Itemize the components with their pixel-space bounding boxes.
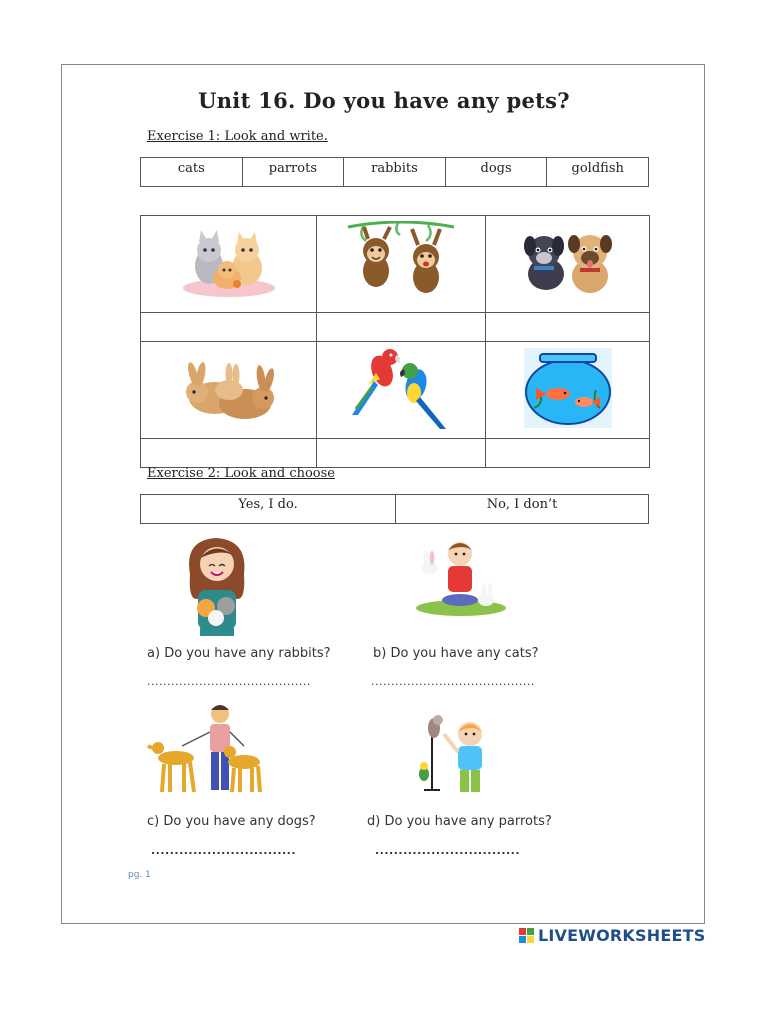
- answer-cell-1[interactable]: [141, 313, 317, 342]
- answer-cell-6[interactable]: [486, 439, 650, 468]
- page-title: Unit 16. Do you have any pets?: [198, 88, 570, 113]
- word-rabbits: rabbits: [344, 158, 446, 187]
- cats-picture: [179, 222, 279, 302]
- parrots-picture: [346, 345, 456, 431]
- word-bank: [140, 157, 649, 187]
- man-with-dogs-picture: [148, 702, 262, 796]
- boy-with-rabbits-picture: [414, 538, 508, 618]
- dogs-picture: [518, 222, 618, 302]
- answer-cell-3[interactable]: [486, 313, 650, 342]
- picture-cell-dogs: [486, 216, 650, 313]
- exercise1-label: Exercise 1: Look and write.: [147, 129, 328, 144]
- option-yes[interactable]: Yes, I do.: [140, 494, 396, 524]
- question-b: b) Do you have any cats?: [373, 646, 539, 661]
- word-cats: cats: [141, 158, 243, 187]
- goldfish-picture: [520, 348, 616, 428]
- brand-name: LIVEWORKSHEETS: [538, 926, 706, 945]
- exercise2-label: Exercise 2: Look and choose: [147, 466, 335, 481]
- answer-line-a[interactable]: .........................................: [147, 675, 311, 688]
- liveworksheets-logo-icon: [519, 928, 535, 944]
- answer-line-c[interactable]: ...............................: [151, 844, 297, 857]
- boy-with-parrots-picture: [412, 712, 492, 796]
- picture-cell-cats: [141, 216, 317, 313]
- word-parrots: parrots: [242, 158, 344, 187]
- answer-line-b[interactable]: .........................................: [371, 675, 535, 688]
- monkeys-picture: [346, 221, 456, 303]
- picture-cell-rabbits: [141, 342, 317, 439]
- answer-cell-5[interactable]: [317, 439, 486, 468]
- picture-cell-parrots: [317, 342, 486, 439]
- question-c: c) Do you have any dogs?: [147, 814, 316, 829]
- girl-with-cats-picture: [182, 534, 252, 638]
- picture-cell-monkeys: [317, 216, 486, 313]
- picture-grid: [140, 215, 650, 468]
- picture-cell-goldfish: [486, 342, 650, 439]
- answer-cell-4[interactable]: [141, 439, 317, 468]
- word-goldfish: goldfish: [547, 158, 649, 187]
- word-dogs: dogs: [445, 158, 547, 187]
- answer-line-d[interactable]: ...............................: [375, 844, 521, 857]
- question-d: d) Do you have any parrots?: [367, 814, 552, 829]
- brand-logo: [519, 926, 705, 945]
- rabbits-picture: [179, 348, 279, 428]
- page-number: pg. 1: [128, 870, 151, 880]
- answer-cell-2[interactable]: [317, 313, 486, 342]
- option-no[interactable]: No, I don’t: [395, 494, 649, 524]
- question-a: a) Do you have any rabbits?: [147, 646, 331, 661]
